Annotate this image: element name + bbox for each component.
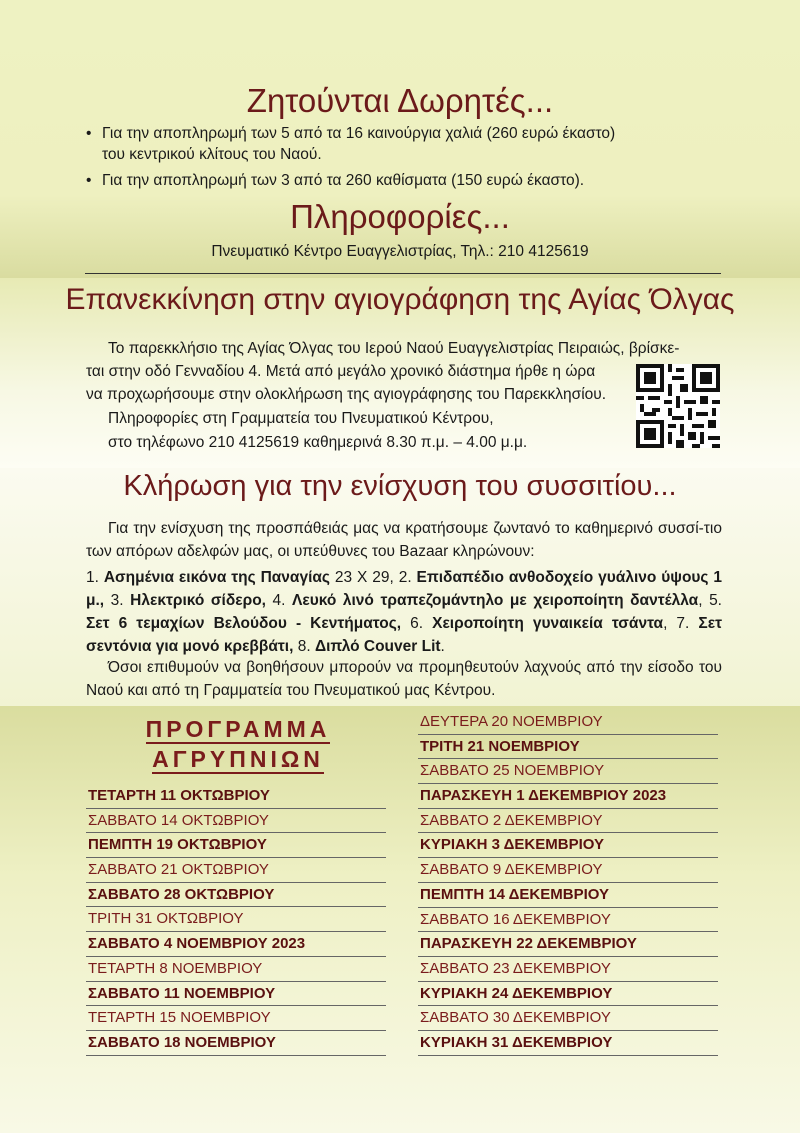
right-item: ΣΑΒΒΑΤΟ 23 ΔΕΚΕΜΒΡΙΟΥ [418,957,718,982]
iconography-title: Επανεκκίνηση στην αγιογράφηση της Αγίας Όλγας [65,283,735,316]
raffle-item-1: Ασημένια εικόνα της Παναγίας [103,569,330,586]
raffle-sep: , 5. [698,592,722,609]
bullet-icon: • [86,172,92,189]
right-item: ΠΕΜΠΤΗ 14 ΔΕΚΕΜΒΡΙΟΥ [418,883,718,908]
left-item: ΣΑΒΒΑΤΟ 28 ΟΚΤΩΒΡΙΟΥ [86,883,386,908]
raffle-item-5: Σετ 6 τεμαχίων Βελούδου - Κεντήματος, [86,615,402,632]
donors-bullet-1-line-2: του κεντρικού κλίτους του Ναού. [102,146,322,163]
raffle-title: Κλήρωση για την ενίσχυση του συσσιτίου... [123,470,677,502]
divider [85,273,721,274]
raffle-item-4: Λευκό λινό τραπεζομάντηλο με χειροποίητη δαντέλλα [292,592,699,609]
left-item: ΤΕΤΑΡΤΗ 15 ΝΟΕΜΒΡΙΟΥ [86,1006,386,1031]
right-item: ΣΑΒΒΑΤΟ 25 ΝΟΕΜΒΡΙΟΥ [418,759,718,784]
iconography-line-1: Το παρεκκλήσιο της Αγίας Όλγας του Ιερού Ναού Ευαγγελιστρίας Πειραιώς, βρίσκε- [108,340,680,357]
raffle-sep: , 7. [663,615,699,632]
raffle-item-7: Σετ σεντόνια για μονό κρεββάτι, [86,615,722,655]
right-item: ΣΑΒΒΑΤΟ 9 ΔΕΚΕΜΒΡΙΟΥ [418,858,718,883]
iconography-line-2: ται στην οδό Γενναδίου 4. Μετά από μεγάλο χρονικό διάστημα ήρθε η ώρα [86,363,596,380]
raffle-sep: 8. [293,638,315,655]
info-title: Πληροφορίες... [290,198,510,235]
iconography-line-4: Πληροφορίες στη Γραμματεία του Πνευματικού Κέντρου, [108,410,494,427]
right-item: ΚΥΡΙΑΚΗ 24 ΔΕΚΕΜΒΡΙΟΥ [418,982,718,1007]
left-item: ΠΕΜΠΤΗ 19 ΟΚΤΩΒΡΙΟΥ [86,833,386,858]
bullet-icon: • [86,125,92,142]
raffle-sep: 6. [401,615,433,632]
program-right-column [418,710,718,1056]
raffle-intro: Για την ενίσχυση της προσπάθειάς μας να κρατήσουμε ζωντανό το καθημερινό συσσί-τιο των απόρων αδελφών μας, οι υπεύθυνες του Bazaar κληρώνουν: [86,520,722,560]
raffle-sep: 4. [265,592,293,609]
raffle-item-6: Χειροποίητη γυναικεία τσάντα [432,615,664,632]
raffle-sep: . [440,638,445,655]
right-item: ΤΡΙΤΗ 21 ΝΟΕΜΒΡΙΟΥ [418,735,718,760]
right-item: ΣΑΒΒΑΤΟ 30 ΔΕΚΕΜΒΡΙΟΥ [418,1006,718,1031]
raffle-outro: Όσοι επιθυμούν να βοηθήσουν μπορούν να προμηθευτούν λαχνούς από την είσοδο του Ναού και από τη Γραμματεία του Πνευματικού μας Κέντρου. [86,659,722,699]
donors-title: Ζητούνται Δωρητές... [246,82,554,119]
right-item: ΔΕΥΤΕΡΑ 20 ΝΟΕΜΒΡΙΟΥ [418,710,718,735]
program-left-column [86,784,386,1056]
raffle-item-2: Επιδαπέδιο ανθοδοχείο γυάλινο ύψους 1 μ., [86,569,723,609]
program-title-line-1 [90,716,386,743]
donors-bullet-2-text: Για την αποπληρωμή των 3 από τα 260 καθίσματα (150 ευρώ έκαστο). [102,172,585,189]
program-title-1-text: ΠΡΟΓΡΑΜΜΑ [145,716,331,742]
iconography-line-5: στο τηλέφωνο 210 4125619 καθημερινά 8.30 π.μ. – 4.00 μ.μ. [108,434,528,451]
raffle-num: 1. [86,569,99,586]
right-item: ΠΑΡΑΣΚΕΥΗ 1 ΔΕΚΕΜΒΡΙΟΥ 2023 [418,784,718,809]
program-title-line-2 [90,746,386,773]
raffle-sep: 3. [104,592,131,609]
right-item: ΠΑΡΑΣΚΕΥΗ 22 ΔΕΚΕΜΒΡΙΟΥ [418,932,718,957]
donors-bullet-1-line-1: Για την αποπληρωμή των 5 από τα 16 καινούργια χαλιά (260 ευρώ έκαστο) [102,125,616,142]
right-item: ΚΥΡΙΑΚΗ 31 ΔΕΚΕΜΒΡΙΟΥ [418,1031,718,1056]
right-item: ΚΥΡΙΑΚΗ 3 ΔΕΚΕΜΒΡΙΟΥ [418,833,718,858]
left-item: ΣΑΒΒΑΤΟ 18 ΝΟΕΜΒΡΙΟΥ [86,1031,386,1056]
qr-code-icon [636,364,720,448]
left-item: ΣΑΒΒΑΤΟ 4 ΝΟΕΜΒΡΙΟΥ 2023 [86,932,386,957]
left-item: ΤΕΤΑΡΤΗ 11 ΟΚΤΩΒΡΙΟΥ [86,784,386,809]
right-item: ΣΑΒΒΑΤΟ 16 ΔΕΚΕΜΒΡΙΟΥ [418,908,718,933]
right-item: ΣΑΒΒΑΤΟ 2 ΔΕΚΕΜΒΡΙΟΥ [418,809,718,834]
left-item: ΣΑΒΒΑΤΟ 14 ΟΚΤΩΒΡΙΟΥ [86,809,386,834]
donors-bullet-2 [86,170,585,191]
raffle-items [86,566,722,658]
raffle-item-3: Ηλεκτρικό σίδερο, [130,592,266,609]
left-item: ΤΕΤΑΡΤΗ 8 ΝΟΕΜΒΡΙΟΥ [86,957,386,982]
iconography-line-3: να προχωρήσουμε στην ολοκλήρωση της αγιογράφησης του Παρεκκλησίου. [86,386,607,403]
program-title-2-text: ΑΓΡΥΠΝΙΩΝ [152,746,324,772]
info-line: Πνευματικό Κέντρο Ευαγγελιστρίας, Τηλ.: 210 4125619 [211,243,589,260]
left-item: ΣΑΒΒΑΤΟ 11 ΝΟΕΜΒΡΙΟΥ [86,982,386,1007]
left-item: ΤΡΙΤΗ 31 ΟΚΤΩΒΡΙΟΥ [86,907,386,932]
donors-bullet-1 [86,123,616,165]
raffle-item-8: Διπλό Couver Lit [314,638,441,655]
left-item: ΣΑΒΒΑΤΟ 21 ΟΚΤΩΒΡΙΟΥ [86,858,386,883]
raffle-sep: 23 Χ 29, 2. [329,569,417,586]
